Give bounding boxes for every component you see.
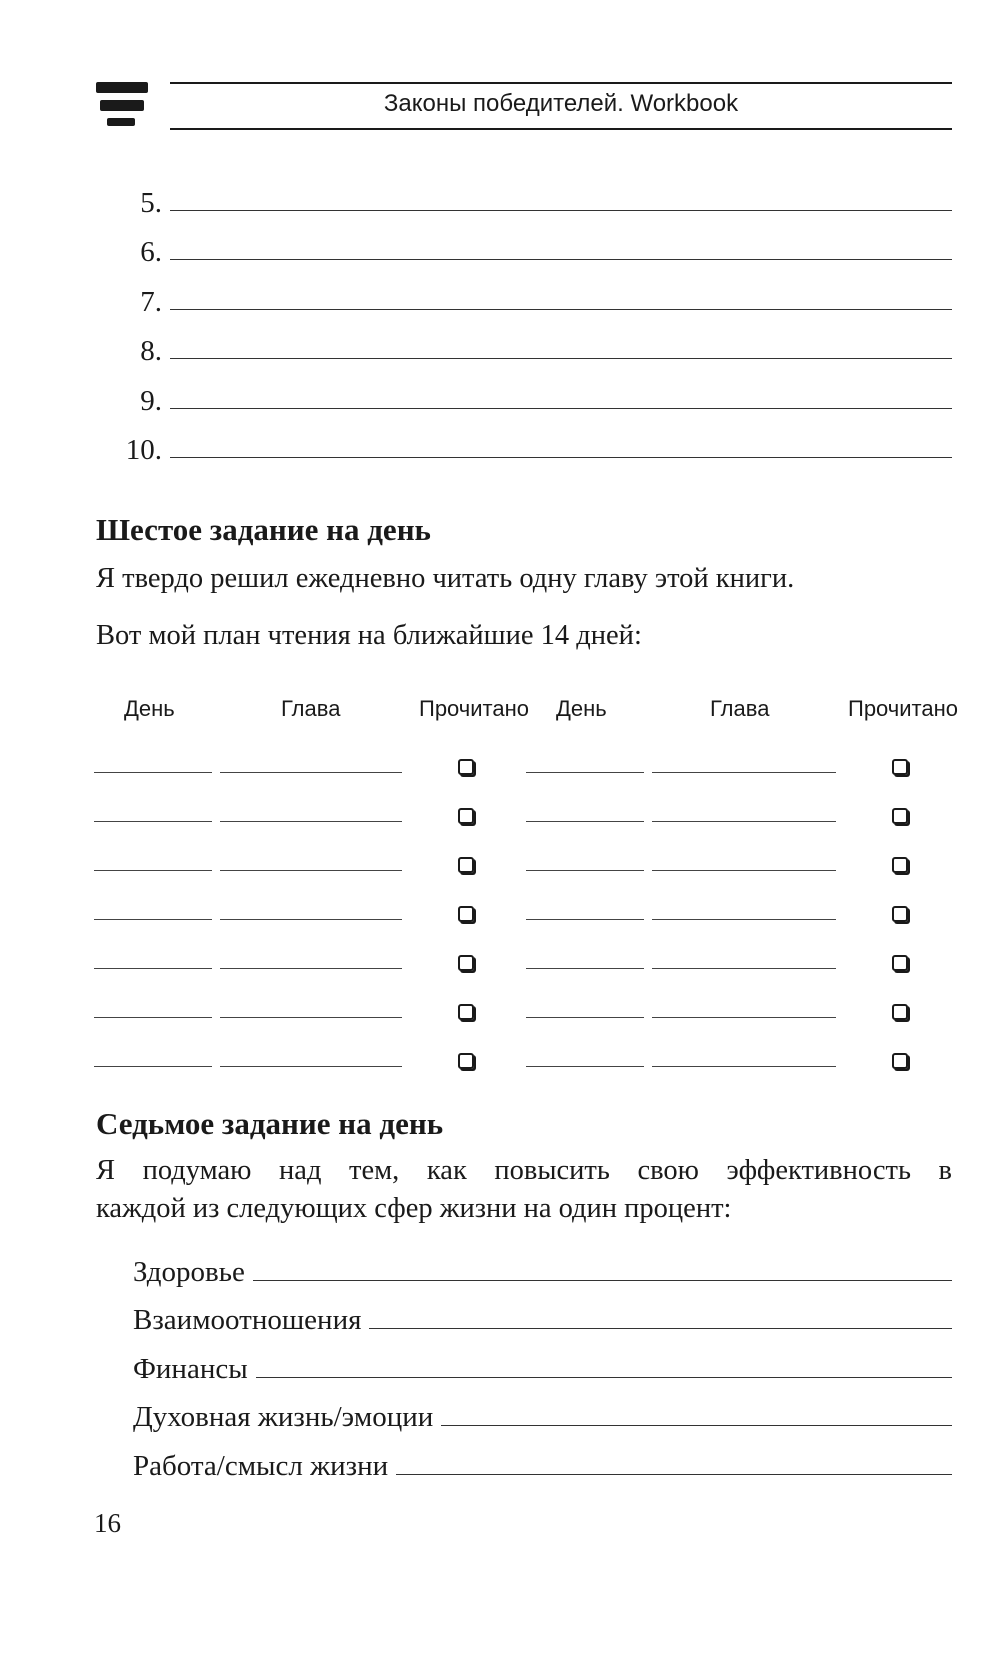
day-line[interactable] <box>94 821 212 822</box>
chapter-line[interactable] <box>220 772 402 773</box>
day-line[interactable] <box>94 919 212 920</box>
header-rule-bottom <box>170 128 952 130</box>
write-in-line[interactable] <box>253 1280 952 1281</box>
day-line[interactable] <box>526 821 644 822</box>
task7-text-line-2: каждой из следующих сфер жизни на один процент: <box>96 1193 732 1224</box>
day-line[interactable] <box>526 968 644 969</box>
running-header-title: Законы победителей. Workbook <box>383 90 739 117</box>
day-line[interactable] <box>94 772 212 773</box>
line-number: 9. <box>140 384 162 417</box>
reading-plan-row <box>94 732 964 781</box>
chapter-line[interactable] <box>220 919 402 920</box>
write-in-line[interactable] <box>170 408 952 409</box>
column-header-read: Прочитано <box>419 696 529 721</box>
reading-plan-table <box>94 696 964 1075</box>
answer-line <box>110 368 952 418</box>
sphere-row-work <box>133 1434 952 1483</box>
line-number: 8. <box>140 335 162 367</box>
write-in-line[interactable] <box>396 1474 952 1475</box>
sphere-label: Работа/смысл жизни <box>133 1449 389 1482</box>
write-in-line[interactable] <box>170 210 952 211</box>
read-checkbox-icon[interactable] <box>458 857 474 873</box>
line-number: 10. <box>125 434 162 466</box>
day-line[interactable] <box>526 1066 644 1067</box>
day-line[interactable] <box>94 870 212 871</box>
reading-plan-row <box>94 1026 964 1075</box>
sphere-row-spiritual <box>133 1386 952 1435</box>
chapter-line[interactable] <box>220 1017 402 1018</box>
answer-line <box>110 418 952 468</box>
read-checkbox-icon[interactable] <box>892 808 908 824</box>
day-line[interactable] <box>526 919 644 920</box>
sphere-label: Здоровье <box>133 1255 245 1288</box>
write-in-line[interactable] <box>170 457 952 458</box>
write-in-line[interactable] <box>369 1328 952 1329</box>
chapter-line[interactable] <box>652 870 836 871</box>
task7-heading: Седьмое задание на день <box>96 1106 444 1141</box>
write-in-line[interactable] <box>170 259 952 260</box>
task7-text <box>96 1152 952 1228</box>
day-line[interactable] <box>526 870 644 871</box>
chapter-line[interactable] <box>220 821 402 822</box>
column-header-chapter: Глава <box>281 696 341 721</box>
day-line[interactable] <box>94 1017 212 1018</box>
chapter-line[interactable] <box>652 968 836 969</box>
read-checkbox-icon[interactable] <box>892 1004 908 1020</box>
task6-text-1: Я твердо решил ежедневно читать одну главу этой книги. <box>96 563 795 594</box>
read-checkbox-icon[interactable] <box>892 857 908 873</box>
answer-line <box>110 220 952 270</box>
task6-text-2: Вот мой план чтения на ближайшие 14 дней: <box>96 620 642 651</box>
read-checkbox-icon[interactable] <box>458 906 474 922</box>
life-spheres-list <box>133 1240 952 1483</box>
chapter-line[interactable] <box>652 1066 836 1067</box>
read-checkbox-icon[interactable] <box>892 955 908 971</box>
chapter-line[interactable] <box>652 919 836 920</box>
page-number: 16 <box>94 1508 121 1538</box>
sphere-row-finances <box>133 1337 952 1386</box>
write-in-line[interactable] <box>170 358 952 359</box>
read-checkbox-icon[interactable] <box>458 759 474 775</box>
day-line[interactable] <box>94 968 212 969</box>
numbered-answer-lines <box>110 170 952 467</box>
write-in-line[interactable] <box>256 1377 952 1378</box>
column-header-chapter: Глава <box>710 696 770 721</box>
column-header-day: День <box>556 696 607 721</box>
reading-plan-header <box>94 696 964 732</box>
reading-plan-row <box>94 830 964 879</box>
chapter-line[interactable] <box>652 772 836 773</box>
sphere-label: Финансы <box>133 1352 248 1385</box>
write-in-line[interactable] <box>441 1425 952 1426</box>
reading-plan-row <box>94 977 964 1026</box>
read-checkbox-icon[interactable] <box>458 955 474 971</box>
answer-line <box>110 319 952 369</box>
line-number: 6. <box>140 236 162 268</box>
header-rule-top <box>170 82 952 84</box>
read-checkbox-icon[interactable] <box>892 759 908 775</box>
chapter-line[interactable] <box>220 1066 402 1067</box>
day-line[interactable] <box>526 1017 644 1018</box>
sphere-label: Духовная жизнь/эмоции <box>133 1401 434 1433</box>
column-header-day: День <box>124 696 175 721</box>
line-number: 5. <box>140 186 162 219</box>
answer-line <box>110 170 952 220</box>
sphere-row-health <box>133 1240 952 1289</box>
chapter-line[interactable] <box>652 1017 836 1018</box>
read-checkbox-icon[interactable] <box>458 1053 474 1069</box>
task6-heading: Шестое задание на день <box>96 512 431 547</box>
day-line[interactable] <box>94 1066 212 1067</box>
column-header-read: Прочитано <box>848 696 958 721</box>
write-in-line[interactable] <box>170 309 952 310</box>
day-line[interactable] <box>526 772 644 773</box>
sphere-label: Взаимоотношения <box>133 1304 362 1336</box>
read-checkbox-icon[interactable] <box>458 808 474 824</box>
line-number: 7. <box>140 285 162 318</box>
read-checkbox-icon[interactable] <box>892 1053 908 1069</box>
read-checkbox-icon[interactable] <box>458 1004 474 1020</box>
reading-plan-row <box>94 781 964 830</box>
chapter-line[interactable] <box>220 870 402 871</box>
chapter-line[interactable] <box>220 968 402 969</box>
sphere-row-relationships <box>133 1289 952 1338</box>
task7-text-line-1: Я подумаю над тем, как повысить свою эффективность в <box>96 1155 952 1186</box>
answer-line <box>110 269 952 319</box>
publisher-logo-icon <box>96 82 148 130</box>
read-checkbox-icon[interactable] <box>892 906 908 922</box>
chapter-line[interactable] <box>652 821 836 822</box>
reading-plan-row <box>94 928 964 977</box>
reading-plan-row <box>94 879 964 928</box>
